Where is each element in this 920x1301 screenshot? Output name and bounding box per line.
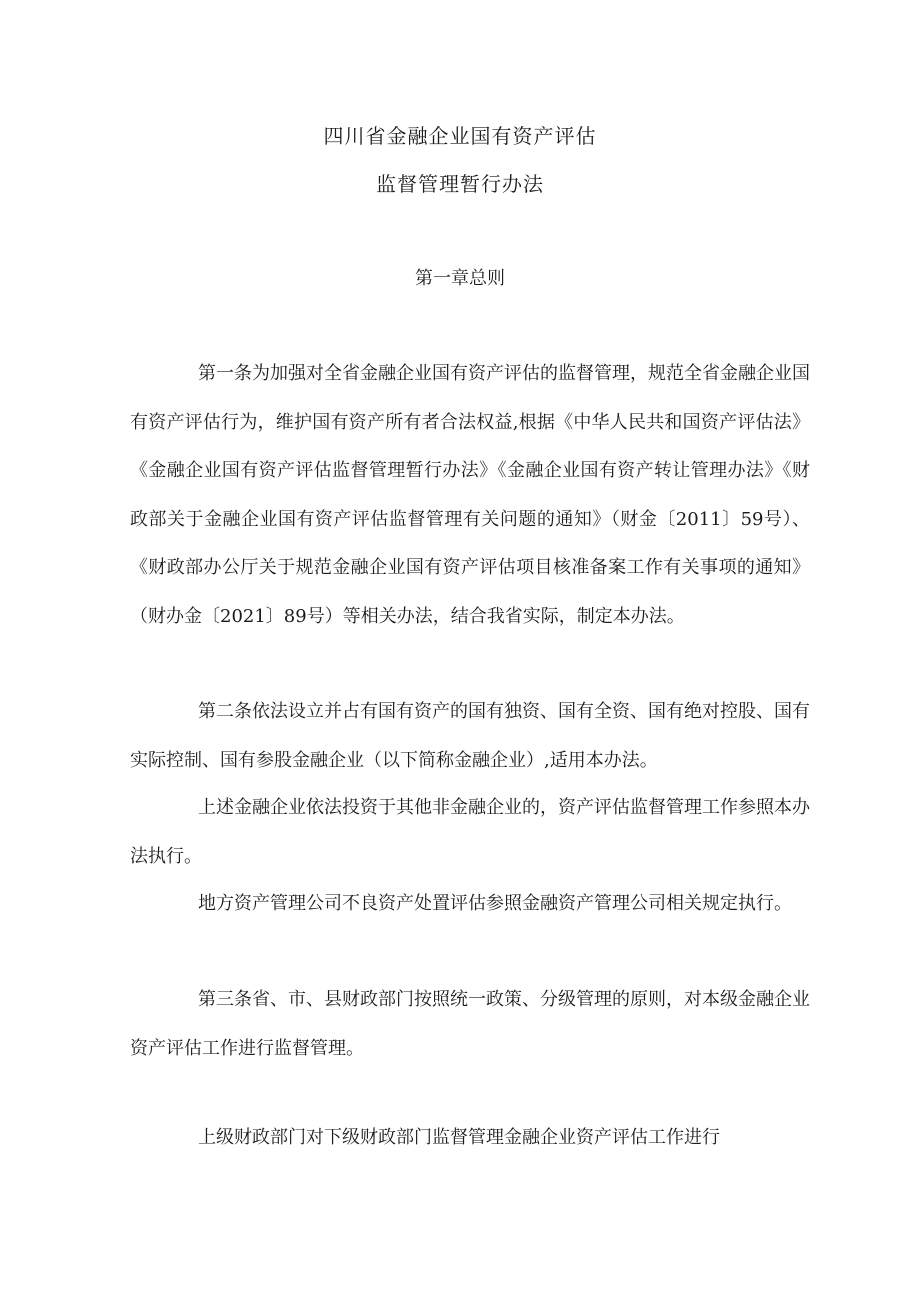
- article-2-paragraph: 第二条依法设立并占有国有资产的国有独资、国有全资、国有绝对控股、国有实际控制、国有参股金融企业（以下简称金融企业）,适用本办法。: [130, 701, 810, 771]
- article-1-paragraph: 第一条为加强对全省金融企业国有资产评估的监督管理，规范全省金融企业国有资产评估行为，维护国有资产所有者合法权益,根据《中华人民共和国资产评估法》《金融企业国有资产评估监督管理暂行办法》《金融企业国有资产转让管理办法》《财政部关于金融企业国有资产评估监督管理有关问题的通知》（财金〔2011〕59号）、《财政部办公厅关于规范金融企业国有资产评估项目核准备案工作有关事项的通知》（财办金〔2021〕89号）等相关办法，结合我省实际，制定本办法。: [130, 363, 810, 627]
- chapter-heading: 第一章总则: [415, 268, 505, 289]
- article-2-clause-paragraph: 上述金融企业依法投资于其他非金融企业的，资产评估监督管理工作参照本办法执行。: [130, 797, 810, 867]
- article-3-supervision-paragraph: 上级财政部门对下级财政部门监督管理金融企业资产评估工作进行: [198, 1127, 720, 1148]
- document-title-line-1: 四川省金融企业国有资产评估: [323, 124, 597, 148]
- document-title-line-2: 监督管理暂行办法: [376, 172, 544, 196]
- article-2-amc-paragraph: 地方资产管理公司不良资产处置评估参照金融资产管理公司相关规定执行。: [198, 893, 792, 914]
- article-3-paragraph: 第三条省、市、县财政部门按照统一政策、分级管理的原则，对本级金融企业资产评估工作进行监督管理。: [130, 989, 810, 1059]
